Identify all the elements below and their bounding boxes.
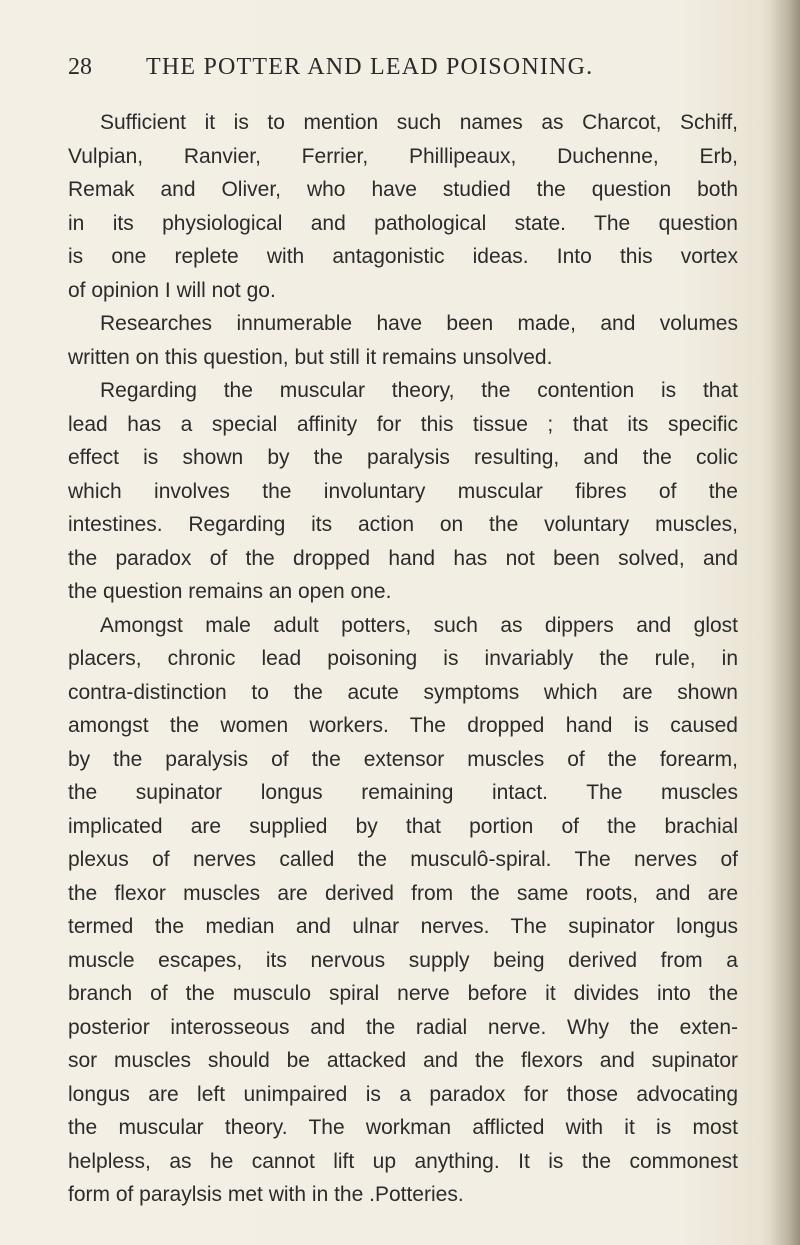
- text-line: the supinator longus remaining intact. The muscles: [68, 781, 738, 804]
- text-line: posterior interosseous and the radial nerve. Why the exten-: [68, 1015, 738, 1039]
- text-line: the muscular theory. The workman afflicted with it is most: [68, 1116, 738, 1139]
- text-line: Vulpian, Ranvier, Ferrier, Phillipeaux, Duchenne, Erb,: [68, 144, 738, 168]
- text-line: the question remains an open one.: [68, 580, 392, 603]
- text-line: the flexor muscles are derived from the same roots, and are: [68, 881, 738, 905]
- text-line: intestines. Regarding its action on the voluntary muscles,: [68, 513, 738, 536]
- text-line: by the paralysis of the extensor muscles of the forearm,: [68, 747, 738, 771]
- running-head: THE POTTER AND LEAD POISONING.: [146, 54, 594, 80]
- text-line: longus are left unimpaired is a paradox for those advocating: [68, 1082, 738, 1106]
- text-line: placers, chronic lead poisoning is invariably the rule, in: [68, 647, 738, 670]
- text-line: the paradox of the dropped hand has not been solved, and: [68, 546, 738, 570]
- text-line: Remak and Oliver, who have studied the question both: [68, 178, 738, 201]
- text-line: termed the median and ulnar nerves. The supinator longus: [68, 915, 738, 938]
- text-line: in its physiological and pathological state. The question: [68, 211, 738, 235]
- text-line: form of paraylsis met with in the .Potteries.: [68, 1183, 464, 1206]
- text-line: muscle escapes, its nervous supply being derived from a: [68, 948, 738, 972]
- text-line: branch of the musculo spiral nerve before it divides into the: [68, 982, 738, 1005]
- text-line: Researches innumerable have been made, and volumes: [100, 312, 738, 335]
- text-line: lead has a special affinity for this tissue ; that its specific: [68, 412, 738, 436]
- text-line: sor muscles should be attacked and the flexors and supinator: [68, 1049, 738, 1072]
- text-line: Regarding the muscular theory, the contention is that: [100, 379, 738, 402]
- text-line: Amongst male adult potters, such as dippers and glost: [100, 613, 738, 637]
- text-line: helpless, as he cannot lift up anything. It is the commonest: [68, 1149, 738, 1173]
- text-line: effect is shown by the paralysis resulting, and the colic: [68, 446, 738, 469]
- text-line: which involves the involuntary muscular fibres of the: [68, 479, 738, 503]
- page-header: [68, 54, 748, 90]
- text-line: plexus of nerves called the musculô-spiral. The nerves of: [68, 848, 738, 871]
- text-line: amongst the women workers. The dropped hand is caused: [68, 714, 738, 737]
- text-line: is one replete with antagonistic ideas. Into this vortex: [68, 245, 738, 268]
- text-line: of opinion I will not go.: [68, 278, 276, 302]
- text-line: written on this question, but still it remains unsolved.: [68, 345, 553, 369]
- page-edge-shadow: [770, 0, 800, 1245]
- page-number: 28: [68, 54, 92, 80]
- body-text: [68, 106, 738, 1212]
- text-line: contra-distinction to the acute symptoms which are shown: [68, 680, 738, 704]
- text-line: Sufficient it is to mention such names as Charcot, Schiff,: [100, 111, 738, 134]
- text-line: implicated are supplied by that portion of the brachial: [68, 814, 738, 838]
